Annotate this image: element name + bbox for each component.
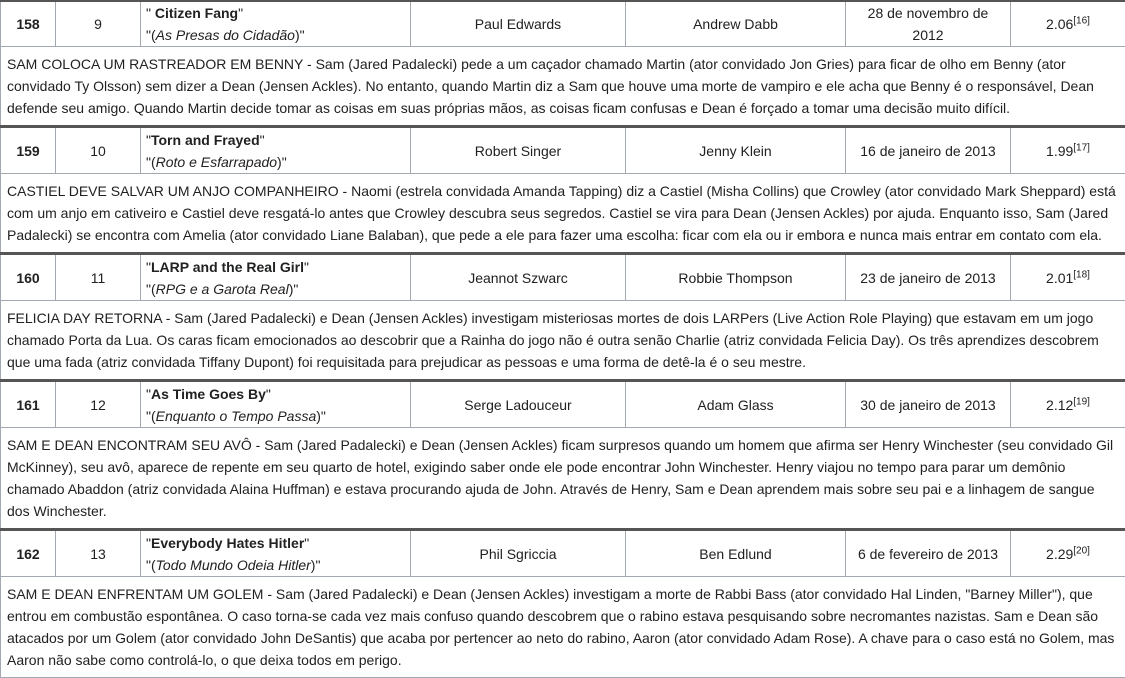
episode-viewers: 1.99	[1046, 143, 1073, 159]
episode-director[interactable]: Phil Sgriccia	[411, 530, 626, 577]
episode-row	[1, 530, 1125, 577]
episode-title-link[interactable]: As Time Goes By	[151, 386, 266, 402]
episode-title-cell	[141, 381, 411, 428]
episode-summary: SAM E DEAN ENFRENTAM UM GOLEM - Sam (Jared Padalecki) e Dean (Jensen Ackles) investigam a morte de Rabbi Bass (ator convidado Hal Linden, "Barney Miller"), que entrou em combustão espontânea. O caso torna-se cada vez mais confuso quando descobrem que o rabino estava pesquisando sobre necromantes nazistas. Sam e Dean são atacados por um Golem (ator convidado John DeSantis) que acaba por pertencer ao neto do rabino, Aaron (ator convidado Adam Rose). A chave para o caso está no Golem, mas Aaron não sabe como controlá-lo, o que deixa todos em perigo.	[1, 577, 1125, 678]
episode-title-pt: Todo Mundo Odeia Hitler	[156, 557, 311, 573]
episode-airdate: 16 de janeiro de 2013	[846, 127, 1011, 174]
episode-director[interactable]: Serge Ladouceur	[411, 381, 626, 428]
episode-title-original	[146, 129, 410, 151]
episode-summary: FELICIA DAY RETORNA - Sam (Jared Padalecki) e Dean (Jensen Ackles) investigam misteriosas mortes de dois LARPers (Live Action Role Playing) que estavam em um jogo chamado Porta da Lua. Os caras ficam emocionados ao descobrir que a Rainha do jogo não é outra senão Charlie (atriz convidada Felicia Day). Os três aprendizes descobrem que uma fada (atriz convidada Tiffany Dupont) foi requisitada para prejudicar as pessoas e uma forma de detê-la é o seu mestre.	[1, 301, 1125, 381]
episode-overall-number: 160	[1, 254, 56, 301]
episode-title-link[interactable]: Torn and Frayed	[151, 132, 260, 148]
episode-title-translation	[146, 151, 410, 173]
reference-link[interactable]: [18]	[1073, 269, 1090, 280]
episode-title-cell	[141, 254, 411, 301]
paren-close: )"	[277, 154, 287, 170]
reference-link[interactable]: [19]	[1073, 396, 1090, 407]
episode-title-pt: Enquanto o Tempo Passa	[156, 408, 317, 424]
episode-overall-number: 159	[1, 127, 56, 174]
episode-writer[interactable]: Ben Edlund	[626, 530, 846, 577]
paren-open: "(	[146, 154, 156, 170]
episode-title-pt: Roto e Esfarrapado	[156, 154, 277, 170]
quote-open: "	[146, 259, 151, 275]
episode-row	[1, 381, 1125, 428]
paren-open: "(	[146, 408, 156, 424]
episode-viewers-cell	[1011, 530, 1125, 577]
quote-close: "	[304, 535, 309, 551]
episode-title-link[interactable]: Everybody Hates Hitler	[151, 535, 304, 551]
episode-overall-number: 161	[1, 381, 56, 428]
reference-link[interactable]: [16]	[1073, 15, 1090, 26]
episode-title-original	[146, 532, 410, 554]
episode-summary: SAM COLOCA UM RASTREADOR EM BENNY - Sam (Jared Padalecki) pede a um caçador chamado Martin (ator convidado Jon Gries) para ficar de olho em Benny (ator convidado Ty Olsson) sem dizer a Dean (Jensen Ackles). No entanto, quando Martin diz a Sam que houve uma morte de vampiro e ele acha que Benny é o responsável, Dean defende seu amigo. Quando Martin decide tomar as coisas em suas próprias mãos, as coisas ficam confusas e Dean é forçado a tomar uma decisão muito difícil.	[1, 47, 1125, 127]
episode-summary-row	[1, 428, 1125, 530]
episode-director[interactable]: Jeannot Szwarc	[411, 254, 626, 301]
quote-open: "	[146, 535, 151, 551]
quote-open: "	[146, 386, 151, 402]
episode-table-body	[1, 1, 1125, 678]
episode-season-number: 12	[56, 381, 141, 428]
quote-close: "	[266, 386, 271, 402]
episode-airdate: 30 de janeiro de 2013	[846, 381, 1011, 428]
episode-title-original	[146, 256, 410, 278]
episode-title-original	[146, 2, 410, 24]
episode-summary-row	[1, 47, 1125, 127]
quote-open: "	[146, 132, 151, 148]
quote-open: "	[146, 5, 155, 21]
paren-close: )"	[316, 408, 326, 424]
quote-close: "	[260, 132, 265, 148]
episode-title-translation	[146, 405, 410, 427]
episode-writer[interactable]: Adam Glass	[626, 381, 846, 428]
paren-close: )"	[289, 281, 299, 297]
episode-title-cell	[141, 530, 411, 577]
episode-viewers: 2.01	[1046, 270, 1073, 286]
episode-row	[1, 1, 1125, 47]
episode-summary: CASTIEL DEVE SALVAR UM ANJO COMPANHEIRO - Naomi (estrela convidada Amanda Tapping) diz a Castiel (Misha Collins) que Crowley (ator convidado Mark Sheppard) está com um anjo em cativeiro e Castiel deve resgatá-lo antes que Crowley descubra seus segredos. Castiel se vira para Dean (Jensen Ackles) por ajuda. Enquanto isso, Sam (Jared Padalecki) se encontra com Amelia (ator convidado Liane Balaban), que pede a ele para fazer uma escolha: ficar com ela ou ir embora e nunca mais entrar em contato com ela.	[1, 174, 1125, 254]
episode-overall-number: 162	[1, 530, 56, 577]
episode-season-number: 11	[56, 254, 141, 301]
quote-close: "	[238, 5, 243, 21]
episode-season-number: 13	[56, 530, 141, 577]
episode-writer[interactable]: Andrew Dabb	[626, 1, 846, 47]
episode-title-link[interactable]: LARP and the Real Girl	[151, 259, 304, 275]
episode-title-pt: RPG e a Garota Real	[156, 281, 289, 297]
episode-airdate: 6 de fevereiro de 2013	[846, 530, 1011, 577]
episode-row	[1, 127, 1125, 174]
episode-summary: SAM E DEAN ENCONTRAM SEU AVÔ - Sam (Jared Padalecki) e Dean (Jensen Ackles) ficam surpresos quando um homem que afirma ser Henry Winchester (seu convidado Gil McKinney), seu avô, aparece de repente em seu quarto de hotel, exigindo saber onde ele pode encontrar John Winchester. Henry viajou no tempo para parar um demônio chamado Abaddon (atriz convidada Alaina Huffman) e estava procurando ajuda de John. Através de Henry, Sam e Dean aprendem mais sobre seu pai e a linhagem de sangue dos Winchester.	[1, 428, 1125, 530]
episode-summary-row	[1, 577, 1125, 678]
episode-summary-row	[1, 174, 1125, 254]
paren-open: "(	[146, 281, 156, 297]
episode-title-pt: As Presas do Cidadão	[156, 27, 295, 43]
episode-viewers: 2.29	[1046, 546, 1073, 562]
reference-link[interactable]: [20]	[1073, 545, 1090, 556]
episode-airdate: 23 de janeiro de 2013	[846, 254, 1011, 301]
episode-season-number: 9	[56, 1, 141, 47]
episode-viewers-cell	[1011, 254, 1125, 301]
episode-viewers-cell	[1011, 127, 1125, 174]
paren-close: )"	[311, 557, 321, 573]
episode-overall-number: 158	[1, 1, 56, 47]
episode-title-cell	[141, 1, 411, 47]
paren-open: "(	[146, 27, 156, 43]
paren-close: )"	[295, 27, 305, 43]
episode-director[interactable]: Robert Singer	[411, 127, 626, 174]
episode-title-cell	[141, 127, 411, 174]
paren-open: "(	[146, 557, 156, 573]
episode-summary-row	[1, 301, 1125, 381]
episode-title-translation	[146, 278, 410, 300]
episode-viewers-cell	[1011, 381, 1125, 428]
episode-title-translation	[146, 554, 410, 576]
episode-title-translation	[146, 24, 410, 46]
episode-writer[interactable]: Robbie Thompson	[626, 254, 846, 301]
episode-viewers: 2.12	[1046, 397, 1073, 413]
episode-director[interactable]: Paul Edwards	[411, 1, 626, 47]
episode-row	[1, 254, 1125, 301]
episode-airdate: 28 de novembro de 2012	[846, 1, 1011, 47]
episode-viewers: 2.06	[1046, 16, 1073, 32]
episode-title-link[interactable]: Citizen Fang	[155, 5, 238, 21]
episode-season-number: 10	[56, 127, 141, 174]
reference-link[interactable]: [17]	[1073, 142, 1090, 153]
episode-viewers-cell	[1011, 1, 1125, 47]
quote-close: "	[304, 259, 309, 275]
episode-title-original	[146, 383, 410, 405]
episode-writer[interactable]: Jenny Klein	[626, 127, 846, 174]
